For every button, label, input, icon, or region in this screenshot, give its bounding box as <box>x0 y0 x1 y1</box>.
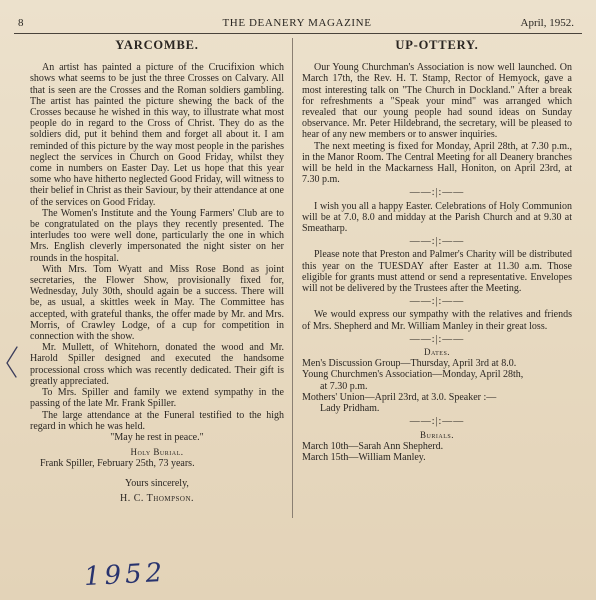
yarcombe-paragraph-2: The Women's Institute and the Young Farmers' Club are to be congratulated on the plays they recently presented. The interludes too were well done, particularly the one in which Mrs. English cleverly impersonated the night sister on her rounds in the hospital. <box>30 207 284 264</box>
margin-tick-mark <box>4 345 20 379</box>
page-header <box>14 17 580 33</box>
yarcombe-paragraph-5: To Mrs. Spiller and family we extend sympathy in the passing of the late Mr. Frank Spiller. <box>30 387 284 410</box>
burials-heading: Burials. <box>420 429 454 440</box>
upottery-column <box>302 40 572 463</box>
dates-heading: Dates. <box>423 347 451 358</box>
column-divider <box>292 38 293 518</box>
upottery-paragraph-2: The next meeting is fixed for Monday, April 28th, at 7.30 p.m., in the Manor Room. The Central Meeting for all Deanery branches will be held in the Mackarness Hall, Honiton, on April 23rd, at 7.30 p.m. <box>302 140 572 186</box>
signature: H. C. Thompson. <box>119 492 195 504</box>
upottery-paragraph-5: We would express our sympathy with the relatives and friends of Mrs. Shepherd and Mr. William Manley in their great loss. <box>302 309 572 332</box>
upottery-title: UP-OTTERY. <box>395 38 479 52</box>
yarcombe-paragraph-6: The large attendance at the Funeral testified to the high regard in which he was held. <box>30 409 284 432</box>
page-number: 8 <box>18 17 24 29</box>
burial-entry: March 10th—Sarah Ann Shepherd. <box>302 440 444 452</box>
section-divider: ——:|:—— <box>409 333 465 345</box>
date-entry: Lady Pridham. <box>320 403 380 415</box>
issue-date: April, 1952. <box>520 17 574 29</box>
magazine-title: THE DEANERY MAGAZINE <box>222 17 372 29</box>
date-entry: Men's Discussion Group—Thursday, April 3rd at 8.0. <box>302 358 517 370</box>
date-entry: Young Churchmen's Association—Monday, April 28th, <box>302 369 524 381</box>
section-divider: ——:|:—— <box>409 416 465 428</box>
section-divider: ——:|:—— <box>409 236 465 248</box>
header-rule <box>14 33 582 34</box>
handwritten-year: 1952 <box>83 557 167 593</box>
yarcombe-paragraph-3: With Mrs. Tom Wyatt and Miss Rose Bond as joint secretaries, the Flower Show, provisionally fixed for, Wednesday, July 30th, should again be a success. There will be, as usual, a skittles week in May. The Committee has accepted, with grateful thanks, the offer made by Mr. and Mrs. Morris, of Crawley Lodge, of a cup for competition in connection with the show. <box>30 263 284 343</box>
yarcombe-paragraph-4: Mr. Mullett, of Whitehorn, donated the wood and Mr. Harold Spiller designed and executed the handsome processional cross which was recently dedicated. Their gift is greatly appreciated. <box>30 342 284 387</box>
burial-entry: Frank Spiller, February 25th, 73 years. <box>40 458 195 470</box>
yarcombe-title: YARCOMBE. <box>115 38 199 52</box>
yarcombe-column <box>30 40 284 504</box>
date-entry: Mothers' Union—April 23rd, at 3.0. Speaker :— <box>302 391 497 403</box>
yarcombe-paragraph-1: An artist has painted a picture of the Crucifixion which shows what seems to be just the three Crosses on Calvary. All that is seen are the Crosses and the Roman soldiers gambling. The artist has painted the picture shewing the back of the Crosses because he wished in this way, to illustrate what most people do in regard to the Cross of Christ. They do as the soldiers did, put it behind them and forget all about it. I am reminded of this picture by the way most people in the parishes neglect the services in Church on Good Friday, whilst they come in numbers on Easter Day. Let us hope that this year some who have hitherto neglected Good Friday, will witness to their belief in Christ as their Saviour, by their attendance at one of the services on Good Friday. <box>30 62 284 208</box>
burial-entry: March 15th—William Manley. <box>302 451 426 463</box>
date-entry: at 7.30 p.m. <box>320 380 368 392</box>
section-divider: ——:|:—— <box>409 187 465 199</box>
section-divider: ——:|:—— <box>409 296 465 308</box>
rest-in-peace-quote: "May he rest in peace." <box>110 431 204 443</box>
signoff: Yours sincerely, <box>125 477 189 489</box>
upottery-paragraph-4: Please note that Preston and Palmer's Charity will be distributed this year on the TUESDAY after Easter at 11.30 a.m. Those eligible for grants must attend or send a representative. Envelopes will not be delivered by the Trustees after the Meeting. <box>302 249 572 295</box>
upottery-paragraph-1: Our Young Churchman's Association is now well launched. On March 17th, the Rev. H. T. Stamp, Rector of Hemyock, gave a most interesting talk on "The Church in Dockland." After a break for refreshments a "Speak your mind" was arranged which revealed that our young people had sound ideas on Sunday observance. Mr. Peter Hildebrand, the secretary, will be pleased to hear of any new members or to answer inquiries. <box>302 62 572 141</box>
upottery-paragraph-3: I wish you all a happy Easter. Celebrations of Holy Communion will be at 7.0, 8.0 and midday at the Parish Church and at 9.30 at Smeatharp. <box>302 200 572 235</box>
holy-burial-heading: Holy Burial. <box>130 447 184 458</box>
